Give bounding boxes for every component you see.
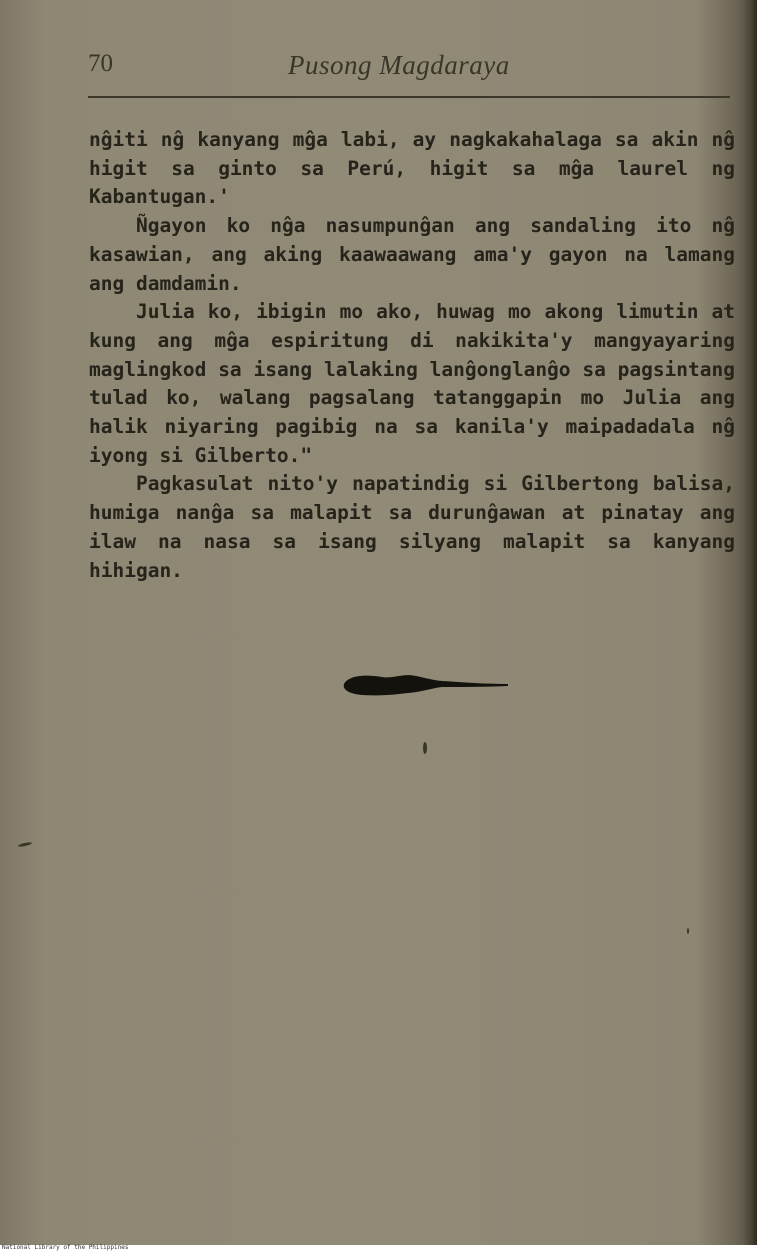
paragraph-4: Pagkasulat nito'y napatindig si Gilbertong balisa, humiga nanĝa sa malapit sa durunĝawan at pinatay ang ilaw na nasa sa isang silyang malapit sa kanyang hihigan.: [89, 472, 735, 582]
header-rule: [88, 96, 730, 98]
paragraph-1: nĝiti nĝ kanyang mĝa labi, ay nagkakahalaga sa akin nĝ higit sa ginto sa Perú, higit sa mĝa laurel ng Kabantugan.': [89, 128, 735, 209]
body-text: [89, 126, 735, 585]
ink-speck: [423, 742, 427, 754]
page-number: 70: [88, 50, 113, 77]
page-edge-shadow: [743, 0, 757, 1245]
page-header: [88, 50, 733, 86]
paragraph-3: Julia ko, ibigin mo ako, huwag mo akong limutin at kung ang mĝa espiritung di nakikita'y mangyayaring maglingkod sa isang lalaking lanĝonglanĝo sa pagsintang tulad ko, walang pagsalang tatanggapin mo Julia ang halik niyaring pagibig na sa kanila'y maipadadala nĝ iyong si Gilberto.": [89, 300, 735, 467]
ink-flourish-icon: [342, 668, 510, 702]
footer-credit-text: National Library of the Philippines: [2, 1244, 129, 1251]
running-title: Pusong Magdaraya: [288, 50, 510, 80]
footer-credit: [0, 1245, 757, 1253]
paragraph-2: Ñgayon ko nĝa nasumpunĝan ang sandaling ito nĝ kasawian, ang aking kaawaawang ama'y gayon na lamang ang damdamin.: [89, 214, 735, 295]
ink-speck: [18, 842, 32, 848]
ink-speck: [687, 928, 689, 934]
